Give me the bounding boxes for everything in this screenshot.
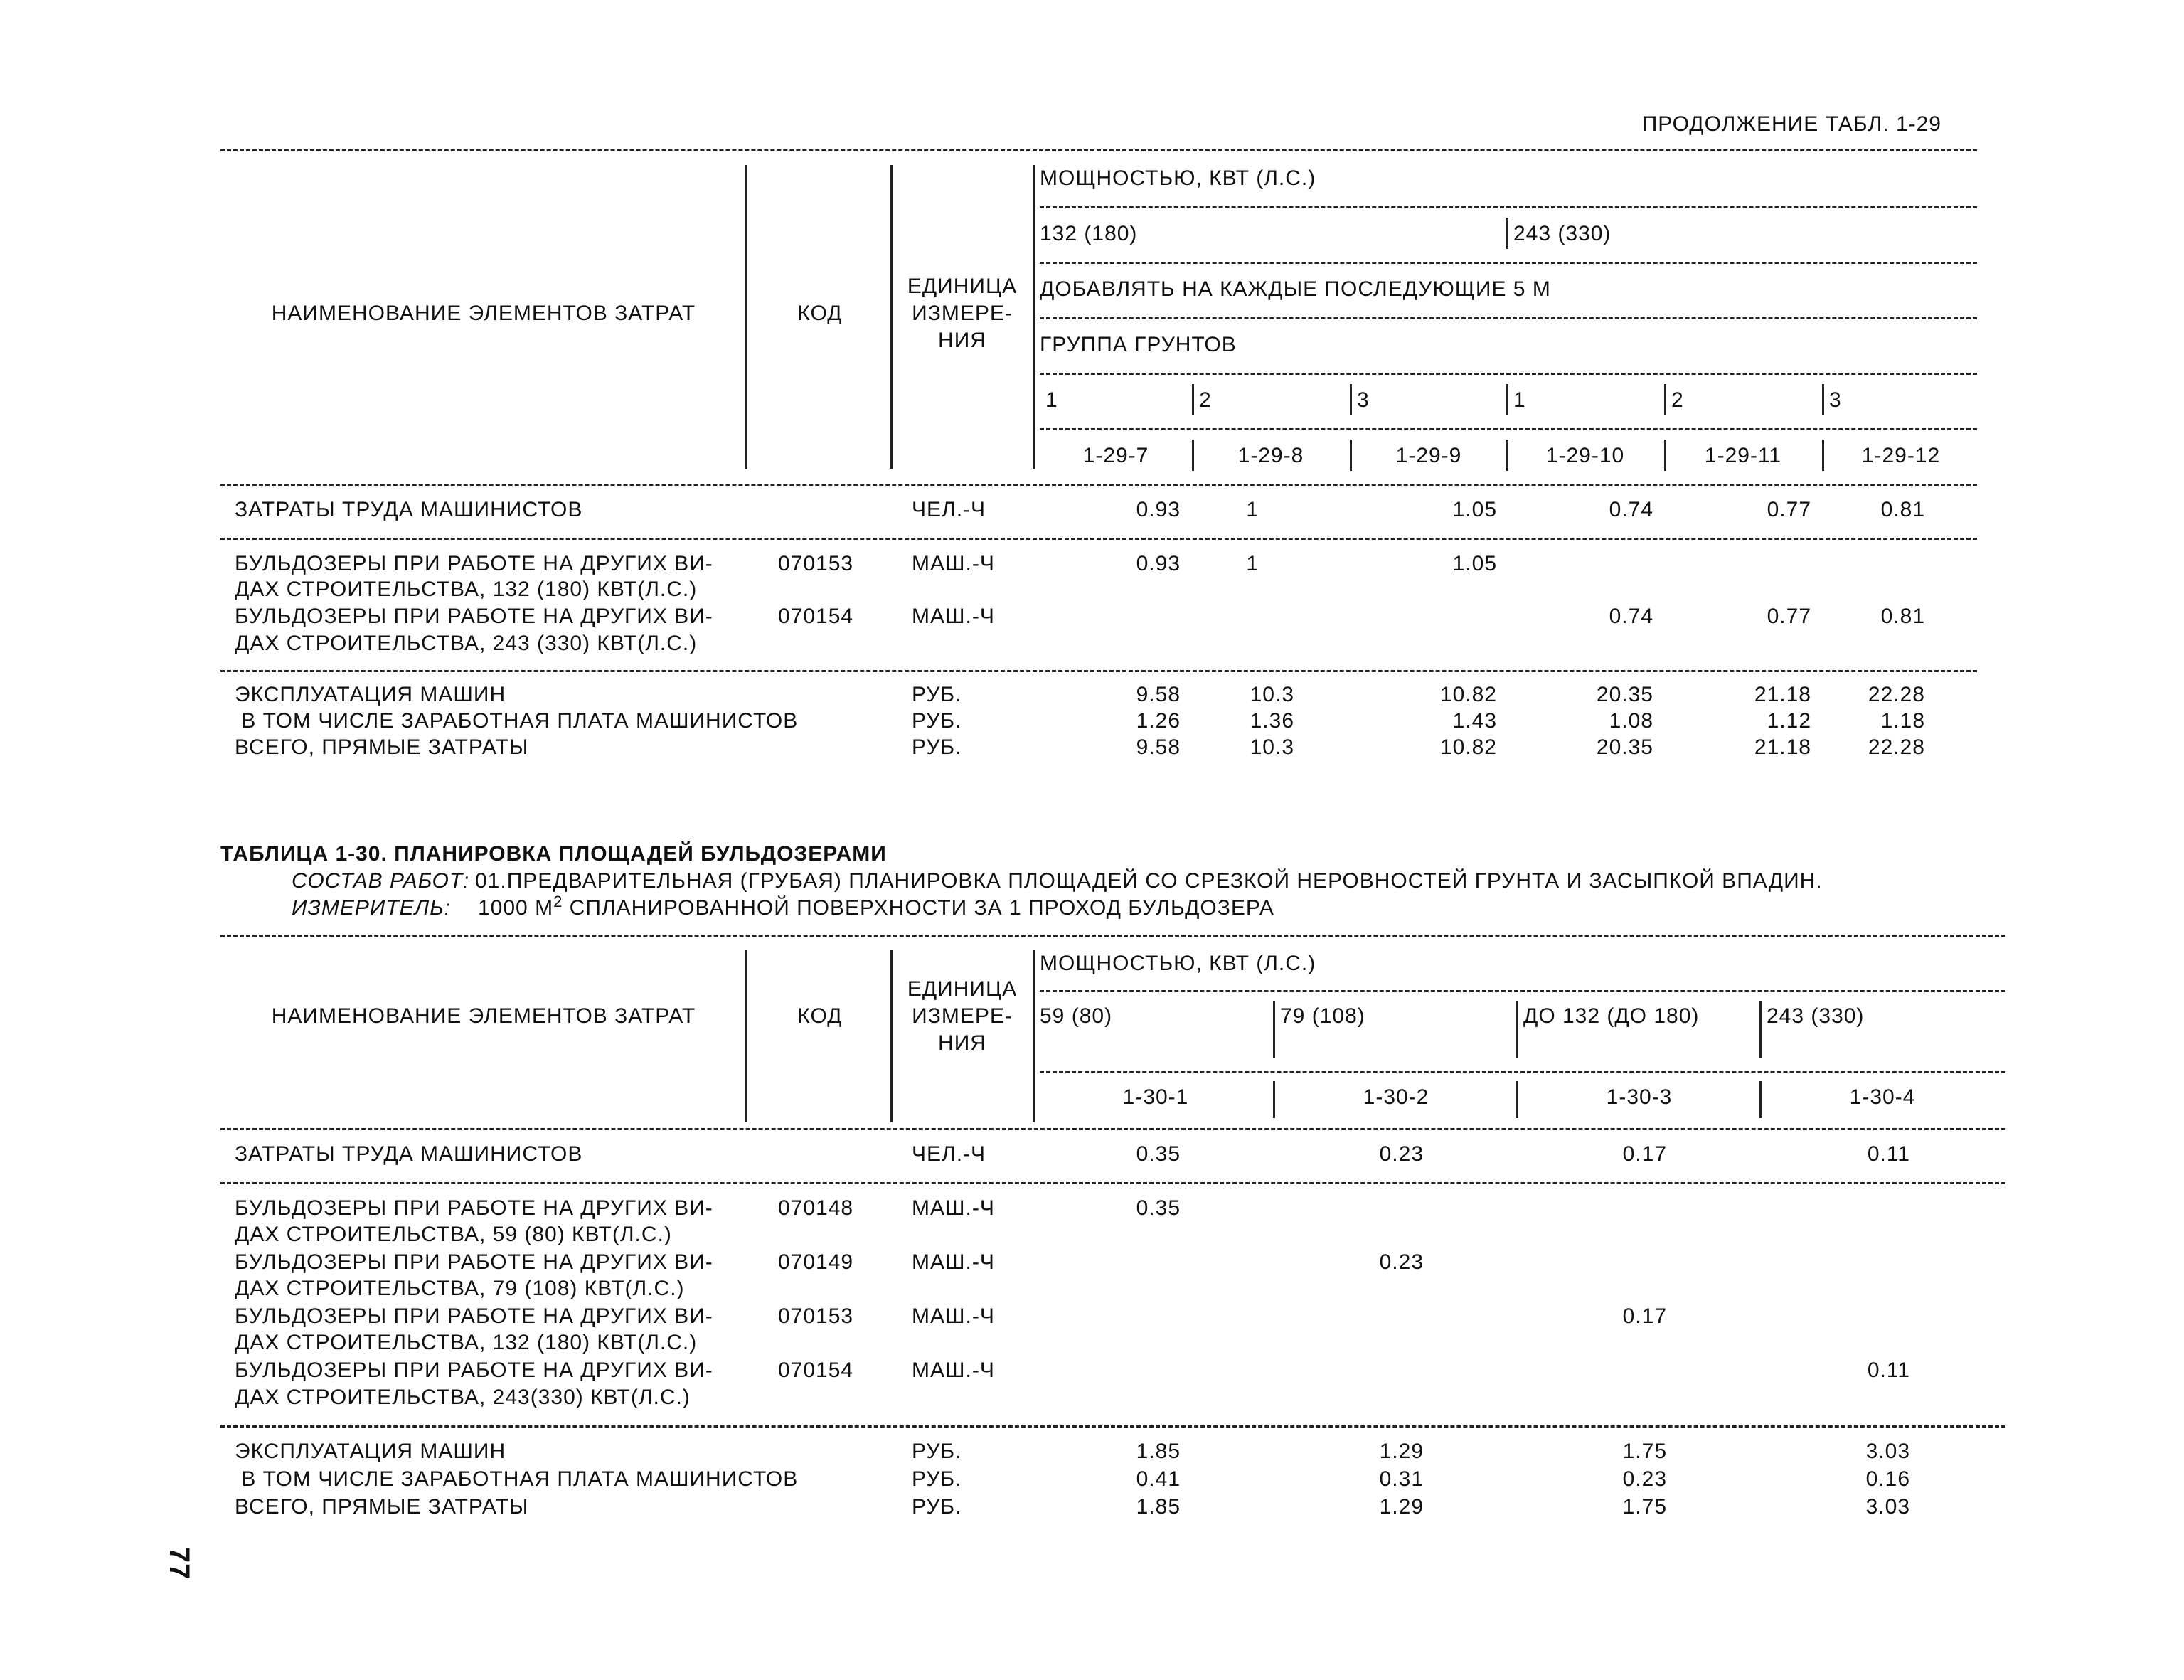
soil-group-number: 1 [1045,388,1058,412]
header-code: КОД [797,1004,843,1028]
column-code: 1-29-10 [1545,444,1625,467]
row-unit: РУБ. [912,709,962,733]
row-name: БУЛЬДОЗЕРЫ ПРИ РАБОТЕ НА ДРУГИХ ВИ- [235,1304,713,1328]
row-name: БУЛЬДОЗЕРЫ ПРИ РАБОТЕ НА ДРУГИХ ВИ- [235,1250,713,1274]
row-name: ДАХ СТРОИТЕЛЬСТВА, 243(330) КВТ(Л.С.) [235,1386,691,1409]
cell-value: 1.29 [1379,1440,1424,1463]
cell-value: 22.28 [1868,735,1925,759]
cell-value: 9.58 [1136,735,1181,759]
cell-value: 21.18 [1754,683,1811,706]
cell-value: 1.75 [1622,1440,1667,1463]
row-name: БУЛЬДОЗЕРЫ ПРИ РАБОТЕ НА ДРУГИХ ВИ- [235,552,713,575]
cell-value: 0.23 [1379,1250,1424,1274]
page-number: 77 [164,1546,195,1580]
header-power-value: 243 (330) [1513,222,1612,245]
column-code: 1-30-2 [1363,1085,1429,1109]
row-unit: МАШ.-Ч [912,1304,995,1328]
column-divider [1350,384,1352,415]
row-code: 070148 [778,1196,854,1220]
row-name: ДАХ СТРОИТЕЛЬСТВА, 59 (80) КВТ(Л.С.) [235,1223,672,1246]
row-unit: МАШ.-Ч [912,1250,995,1274]
cell-value: 10.3 [1250,735,1294,759]
column-divider [1664,440,1666,471]
column-divider [745,950,747,1122]
row-unit: МАШ.-Ч [912,1359,995,1382]
cell-value: 0.23 [1622,1467,1667,1491]
cell-value: 0.35 [1136,1196,1181,1220]
row-unit: МАШ.-Ч [912,552,995,575]
table-rule [220,149,1977,151]
row-name: ЗАТРАТЫ ТРУДА МАШИНИСТОВ [235,1142,583,1166]
column-code: 1-29-8 [1237,444,1304,467]
soil-group-number: 2 [1199,388,1212,412]
column-divider [890,950,893,1122]
header-soil-group: ГРУППА ГРУНТОВ [1040,333,1237,356]
continuation-caption: ПРОДОЛЖЕНИЕ ТАБЛ. 1-29 [1641,112,1941,136]
header-power-value: 79 (108) [1280,1004,1365,1028]
header-unit: НИЯ [938,1031,986,1055]
row-name: ЭКСПЛУАТАЦИЯ МАШИН [235,1440,506,1463]
table-rule [1040,373,1977,375]
header-unit: ЕДИНИЦА [907,977,1018,1001]
cell-value: 1 [1246,552,1259,575]
column-divider [1273,1001,1275,1058]
row-name: ДАХ СТРОИТЕЛЬСТВА, 132 (180) КВТ(Л.С.) [235,578,698,601]
column-code: 1-29-12 [1861,444,1941,467]
cell-value: 10.3 [1250,683,1294,706]
row-unit: РУБ. [912,683,962,706]
table-rule [1040,1071,2005,1073]
cell-value: 1.26 [1136,709,1181,733]
header-unit: ИЗМЕРЕ- [912,1004,1013,1028]
cell-value: 1.18 [1880,709,1925,733]
cell-value: 3.03 [1865,1495,1910,1519]
row-code: 070149 [778,1250,854,1274]
table-title: ТАБЛИЦА 1-30. ПЛАНИРОВКА ПЛОЩАДЕЙ БУЛЬДОЗЕРАМИ [220,842,887,866]
column-divider [1192,384,1194,415]
soil-group-number: 1 [1513,388,1526,412]
column-code: 1-29-11 [1704,444,1782,467]
cell-value: 0.93 [1136,552,1181,575]
cell-value: 0.16 [1865,1467,1910,1491]
soil-group-number: 2 [1671,388,1684,412]
row-name: ЭКСПЛУАТАЦИЯ МАШИН [235,683,506,706]
header-power-value: 132 (180) [1040,222,1138,245]
column-divider [1759,1081,1762,1118]
cell-value: 0.23 [1379,1142,1424,1166]
cell-value: 0.74 [1609,605,1653,628]
row-name: ВСЕГО, ПРЯМЫЕ ЗАТРАТЫ [235,1495,529,1519]
table-rule [1040,262,1977,264]
row-unit: ЧЕЛ.-Ч [912,1142,986,1166]
header-power-value: 243 (330) [1767,1004,1865,1028]
header-unit: ИЗМЕРЕ- [912,302,1013,325]
column-code: 1-30-1 [1122,1085,1189,1109]
column-divider [1516,1001,1518,1058]
row-name: ДАХ СТРОИТЕЛЬСТВА, 243 (330) КВТ(Л.С.) [235,632,698,655]
cell-value: 9.58 [1136,683,1181,706]
cell-value: 22.28 [1868,683,1925,706]
row-unit: МАШ.-Ч [912,1196,995,1220]
cell-value: 0.17 [1622,1304,1667,1328]
cell-value: 21.18 [1754,735,1811,759]
row-name: БУЛЬДОЗЕРЫ ПРИ РАБОТЕ НА ДРУГИХ ВИ- [235,605,713,628]
cell-value: 0.11 [1867,1142,1910,1166]
column-divider [1759,1001,1762,1058]
composition-text: 01.ПРЕДВАРИТЕЛЬНАЯ (ГРУБАЯ) ПЛАНИРОВКА ПЛОЩАДЕЙ СО СРЕЗКОЙ НЕРОВНОСТЕЙ ГРУНТА И ЗАСЫПКОЙ ВПАДИН. [475,869,1823,893]
column-divider [1506,384,1508,415]
table-rule [220,484,1977,486]
column-divider [1033,165,1035,469]
cell-value: 0.81 [1880,605,1925,628]
row-name: БУЛЬДОЗЕРЫ ПРИ РАБОТЕ НА ДРУГИХ ВИ- [235,1196,713,1220]
cell-value: 1.12 [1767,709,1811,733]
header-code: КОД [797,302,843,325]
row-unit: МАШ.-Ч [912,605,995,628]
measure-text: 1000 $М^2$ СПЛАНИРОВАННОЙ ПОВЕРХНОСТИ ЗА 1 ПРОХОД БУЛЬДОЗЕРА [478,893,1274,920]
table-rule [220,1128,2005,1130]
cell-value: 0.81 [1880,498,1925,521]
cell-value: 1 [1246,498,1259,521]
table-rule [220,935,2005,937]
cell-value: 1.85 [1136,1440,1181,1463]
column-divider [1033,950,1035,1122]
column-code: 1-30-4 [1849,1085,1916,1109]
cell-value: 1.36 [1250,709,1294,733]
cell-value: 1.85 [1136,1495,1181,1519]
row-code: 070153 [778,552,854,575]
column-divider [1506,440,1508,471]
row-code: 070154 [778,1359,854,1382]
cell-value: 10.82 [1439,735,1497,759]
table-rule [1040,317,1977,319]
cell-value: 0.77 [1767,605,1811,628]
measure-label: ИЗМЕРИТЕЛЬ: [292,896,452,920]
composition-label: СОСТАВ РАБОТ: [292,869,470,893]
column-divider [745,165,747,469]
column-divider [890,165,893,469]
cell-value: 1.08 [1609,709,1653,733]
row-name: ДАХ СТРОИТЕЛЬСТВА, 79 (108) КВТ(Л.С.) [235,1277,685,1300]
row-name: БУЛЬДОЗЕРЫ ПРИ РАБОТЕ НА ДРУГИХ ВИ- [235,1359,713,1382]
row-unit: РУБ. [912,1467,962,1491]
soil-group-number: 3 [1829,388,1842,412]
header-name: НАИМЕНОВАНИЕ ЭЛЕМЕНТОВ ЗАТРАТ [271,302,696,325]
header-power-value: ДО 132 (ДО 180) [1523,1004,1700,1028]
row-name: В ТОМ ЧИСЛЕ ЗАРАБОТНАЯ ПЛАТА МАШИНИСТОВ [235,709,799,733]
header-unit: НИЯ [938,329,986,352]
header-unit: ЕДИНИЦА [907,275,1018,298]
table-rule [220,670,1977,672]
row-name: ДАХ СТРОИТЕЛЬСТВА, 132 (180) КВТ(Л.С.) [235,1331,698,1354]
header-name: НАИМЕНОВАНИЕ ЭЛЕМЕНТОВ ЗАТРАТ [271,1004,696,1028]
row-code: 070153 [778,1304,854,1328]
column-code: 1-29-7 [1082,444,1149,467]
column-divider [1822,384,1824,415]
header-power: МОЩНОСТЬЮ, КВТ (Л.С.) [1040,166,1316,190]
table-rule [1040,990,2005,992]
cell-value: 0.17 [1622,1142,1667,1166]
cell-value: 1.75 [1622,1495,1667,1519]
row-name: В ТОМ ЧИСЛЕ ЗАРАБОТНАЯ ПЛАТА МАШИНИСТОВ [235,1467,799,1491]
cell-value: 0.74 [1609,498,1653,521]
cell-value: 1.05 [1452,552,1497,575]
table-rule [1040,428,1977,430]
cell-value: 20.35 [1596,683,1653,706]
table-rule [220,1182,2005,1184]
row-unit: РУБ. [912,1495,962,1519]
column-code: 1-30-3 [1606,1085,1673,1109]
header-add: ДОБАВЛЯТЬ НА КАЖДЫЕ ПОСЛЕДУЮЩИЕ 5 М [1040,277,1551,301]
cell-value: 0.35 [1136,1142,1181,1166]
column-divider [1273,1081,1275,1118]
table-rule [220,1425,2005,1428]
column-divider [1516,1081,1518,1118]
column-code: 1-29-9 [1395,444,1462,467]
row-code: 070154 [778,605,854,628]
header-power: МОЩНОСТЬЮ, КВТ (Л.С.) [1040,952,1316,975]
row-unit: РУБ. [912,1440,962,1463]
cell-value: 0.41 [1136,1467,1181,1491]
cell-value: 0.93 [1136,498,1181,521]
row-unit: ЧЕЛ.-Ч [912,498,986,521]
cell-value: 10.82 [1439,683,1497,706]
table-rule [220,538,1977,540]
cell-value: 1.05 [1452,498,1497,521]
cell-value: 3.03 [1865,1440,1910,1463]
table-rule [1040,206,1977,208]
cell-value: 0.31 [1379,1467,1424,1491]
column-divider [1664,384,1666,415]
cell-value: 0.11 [1867,1359,1910,1382]
cell-value: 20.35 [1596,735,1653,759]
row-name: ЗАТРАТЫ ТРУДА МАШИНИСТОВ [235,498,583,521]
header-power-value: 59 (80) [1040,1004,1113,1028]
row-name: ВСЕГО, ПРЯМЫЕ ЗАТРАТЫ [235,735,529,759]
column-divider [1822,440,1824,471]
column-divider [1506,218,1508,249]
cell-value: 1.43 [1452,709,1497,733]
cell-value: 1.29 [1379,1495,1424,1519]
column-divider [1192,440,1194,471]
column-divider [1350,440,1352,471]
soil-group-number: 3 [1357,388,1370,412]
row-unit: РУБ. [912,735,962,759]
cell-value: 0.77 [1767,498,1811,521]
